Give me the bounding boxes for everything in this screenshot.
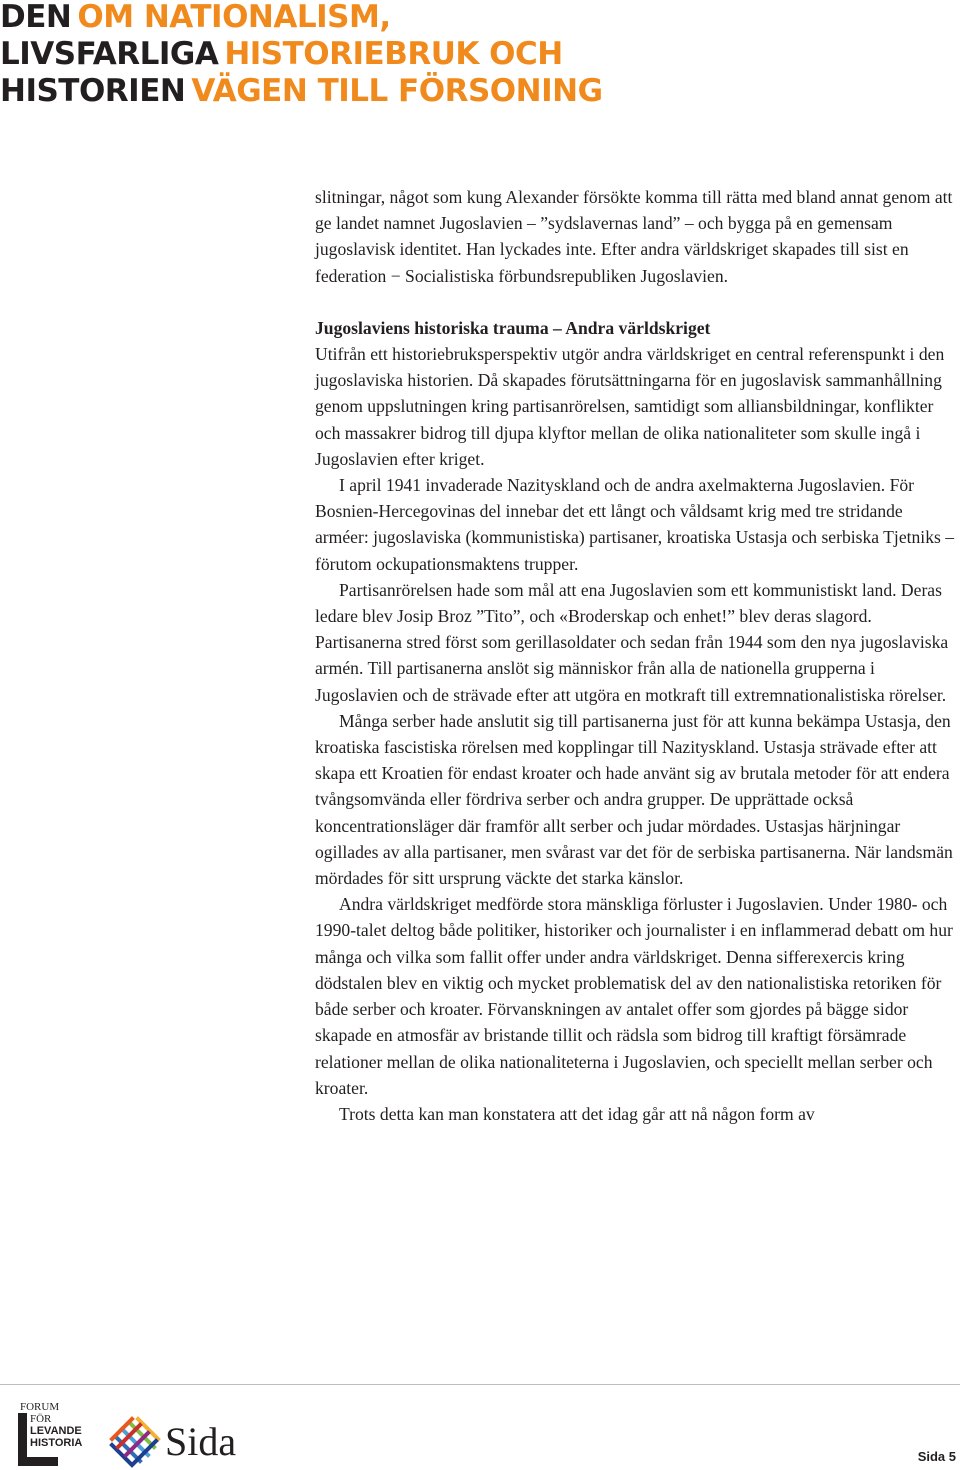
paragraph-3: I april 1941 invaderade Nazityskland och de andra axelmakterna Jugoslavien. För Bosnien-Hercegovinas del innebar det ett långt och våldsamt krig med tre stridande arméer: jugoslaviska (kommunistiska) partisaner, kroatiska Ustasja och serbiska Tjetniks – förutom ockupationsmaktens trupper.	[315, 475, 955, 574]
header-line-1-black: DEN	[0, 0, 72, 35]
sida-emblem-icon	[108, 1415, 162, 1469]
paragraph-6: Andra världskriget medförde stora mänskliga förluster i Jugoslavien. Under 1980- och 1990-talet deltog både politiker, historiker och journalister i en inflammerad debatt om hur många och vilka som fallit offer under andra världskriget. Denna sifferexercis kring dödstalen blev en viktig och mycket problematisk del av den nationalistiska retoriken för både serber och kroater. Förvanskningen av antalet offer som gjordes på bägge sidor skapade en atmosfär av bristande tillit och rädsla som bidrog till kraftigt försämrade relationer mellan de olika nationaliteterna i Jugoslavien, och speciellt mellan serber och kroater.	[315, 894, 953, 1098]
footer-divider	[0, 1384, 960, 1385]
header-line-3-black: HISTORIEN	[0, 73, 186, 109]
article-body	[315, 184, 955, 1127]
header-line-1	[0, 0, 391, 36]
paragraph-1: slitningar, något som kung Alexander försökte komma till rätta med bland annat genom att ge landet namnet Jugoslavien – ”sydslavernas land” – och bygga på en gemensam jugoslavisk identitet. Han lyckades inte. Efter andra världskriget skapades till sist en federation − Socialistiska förbundsrepubliken Jugoslavien.	[315, 187, 953, 286]
header-line-3	[0, 72, 603, 110]
paragraph-5: Många serber hade anslutit sig till partisanerna just för att kunna bekämpa Ustasja, den kroatiska fascistiska rörelsen med kopplingar till Nazityskland. Ustasja strävade efter att skapa ett Kroatien för endast kroater och hade använt sig av brutala metoder för att endera tvångsomvända eller fördriva serber och andra grupper. De upprättade också koncentrationsläger där framför allt serber och judar mördades. Ustasjas härjningar ogillades av alla partisaner, men svårast var det för de serbiska partisanerna. När landsmän mördades för sitt ursprung väckte det starka känslor.	[315, 710, 953, 889]
header-line-2-black: LIVSFARLIGA	[0, 36, 219, 72]
section-heading: Jugoslaviens historiska trauma – Andra världskriget	[315, 317, 711, 338]
header-line-1-orange: OM NATIONALISM,	[77, 0, 391, 35]
logo-text-forum: FORUM	[20, 1401, 60, 1413]
paragraph-2: Utifrån ett historiebruksperspektiv utgör andra världskriget en central referenspunkt i den jugoslaviska historien. Då skapades förutsättningarna för en jugoslavisk sammanhållning genom uppslutningen kring partisanrörelsen, samtidigt som alliansbildningar, konflikter och massakrer bidrog till djupa klyftor mellan de olika nationaliteter som skulle ingå i Jugoslavien efter kriget.	[315, 344, 945, 469]
paragraph-7: Trots detta kan man konstatera att det idag går att nå någon form av	[339, 1103, 815, 1124]
page-number: Sida 5	[917, 1449, 956, 1464]
logo-text-levande: LEVANDE	[30, 1425, 82, 1437]
header-line-2-orange: HISTORIEBRUK OCH	[224, 36, 563, 72]
header-line-3-orange: VÄGEN TILL FÖRSONING	[191, 73, 603, 109]
logo-text-for: FÖR	[30, 1413, 52, 1425]
logo-text-historia: HISTORIA	[30, 1437, 83, 1449]
sida-logo-text: Sida	[165, 1419, 237, 1464]
logo-bar-horizontal	[18, 1457, 58, 1466]
header-line-2	[0, 35, 563, 73]
paragraph-4: Partisanrörelsen hade som mål att ena Jugoslavien som ett kommunistiskt land. Deras ledare blev Josip Broz ”Tito”, och «Broderskap och enhet!” blev deras slagord. Partisanerna stred först som gerillasoldater och sedan från 1944 som den nya jugoslaviska armén. Till partisanerna anslöt sig människor från alla de nationella grupperna i Jugoslavien och de strävade efter att utgöra en motkraft till extremnationalistiska rörelser.	[315, 579, 949, 705]
